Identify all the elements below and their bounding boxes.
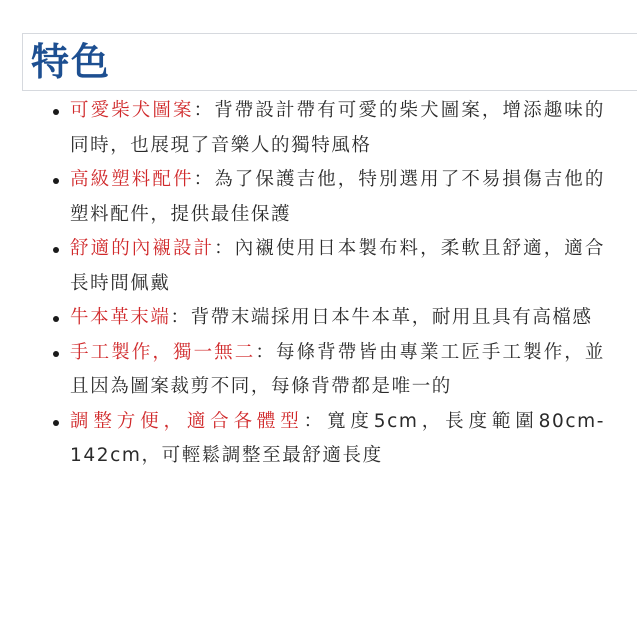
feature-description: 內襯使用日本製布料，柔軟且舒適，適合長時間佩戴 [70, 238, 605, 294]
feature-item [50, 94, 605, 163]
bullet-icon [53, 247, 59, 253]
feature-separator: ： [255, 341, 276, 363]
section-header [22, 33, 637, 91]
feature-separator: ： [303, 410, 328, 432]
bullet-icon [53, 351, 59, 357]
feature-separator: ： [170, 307, 191, 328]
feature-description: 寬度5cm，長度範圍80cm-142cm，可輕鬆調整至最舒適長度 [70, 410, 605, 466]
feature-name: 舒適的內襯設計 [70, 238, 215, 259]
feature-name: 牛本革末端 [70, 307, 171, 328]
feature-item [50, 232, 605, 301]
bullet-icon [53, 316, 59, 322]
feature-name: 調整方便，適合各體型 [70, 410, 304, 432]
feature-separator: ： [193, 100, 215, 121]
bullet-icon [53, 109, 59, 115]
feature-separator: ： [193, 169, 215, 190]
feature-description: 背帶設計帶有可愛的柴犬圖案，增添趣味的同時，也展現了音樂人的獨特風格 [70, 100, 605, 156]
feature-name: 可愛柴犬圖案 [70, 100, 194, 121]
bullet-icon [53, 178, 59, 184]
bullet-icon [53, 420, 59, 426]
feature-description: 為了保護吉他，特別選用了不易損傷吉他的塑料配件，提供最佳保護 [70, 169, 605, 225]
feature-name: 高級塑料配件 [70, 169, 194, 190]
feature-list [50, 94, 605, 474]
feature-item [50, 301, 605, 336]
feature-item [50, 336, 605, 405]
feature-description: 每條背帶皆由專業工匠手工製作，並且因為圖案裁剪不同，每條背帶都是唯一的 [70, 341, 605, 397]
feature-description: 背帶末端採用日本牛本革，耐用且具有高檔感 [190, 307, 593, 328]
feature-item [50, 163, 605, 232]
page-title: 特色 [31, 40, 112, 84]
feature-item [50, 405, 605, 474]
feature-name: 手工製作，獨一無二 [70, 341, 256, 363]
feature-separator: ： [214, 238, 235, 259]
